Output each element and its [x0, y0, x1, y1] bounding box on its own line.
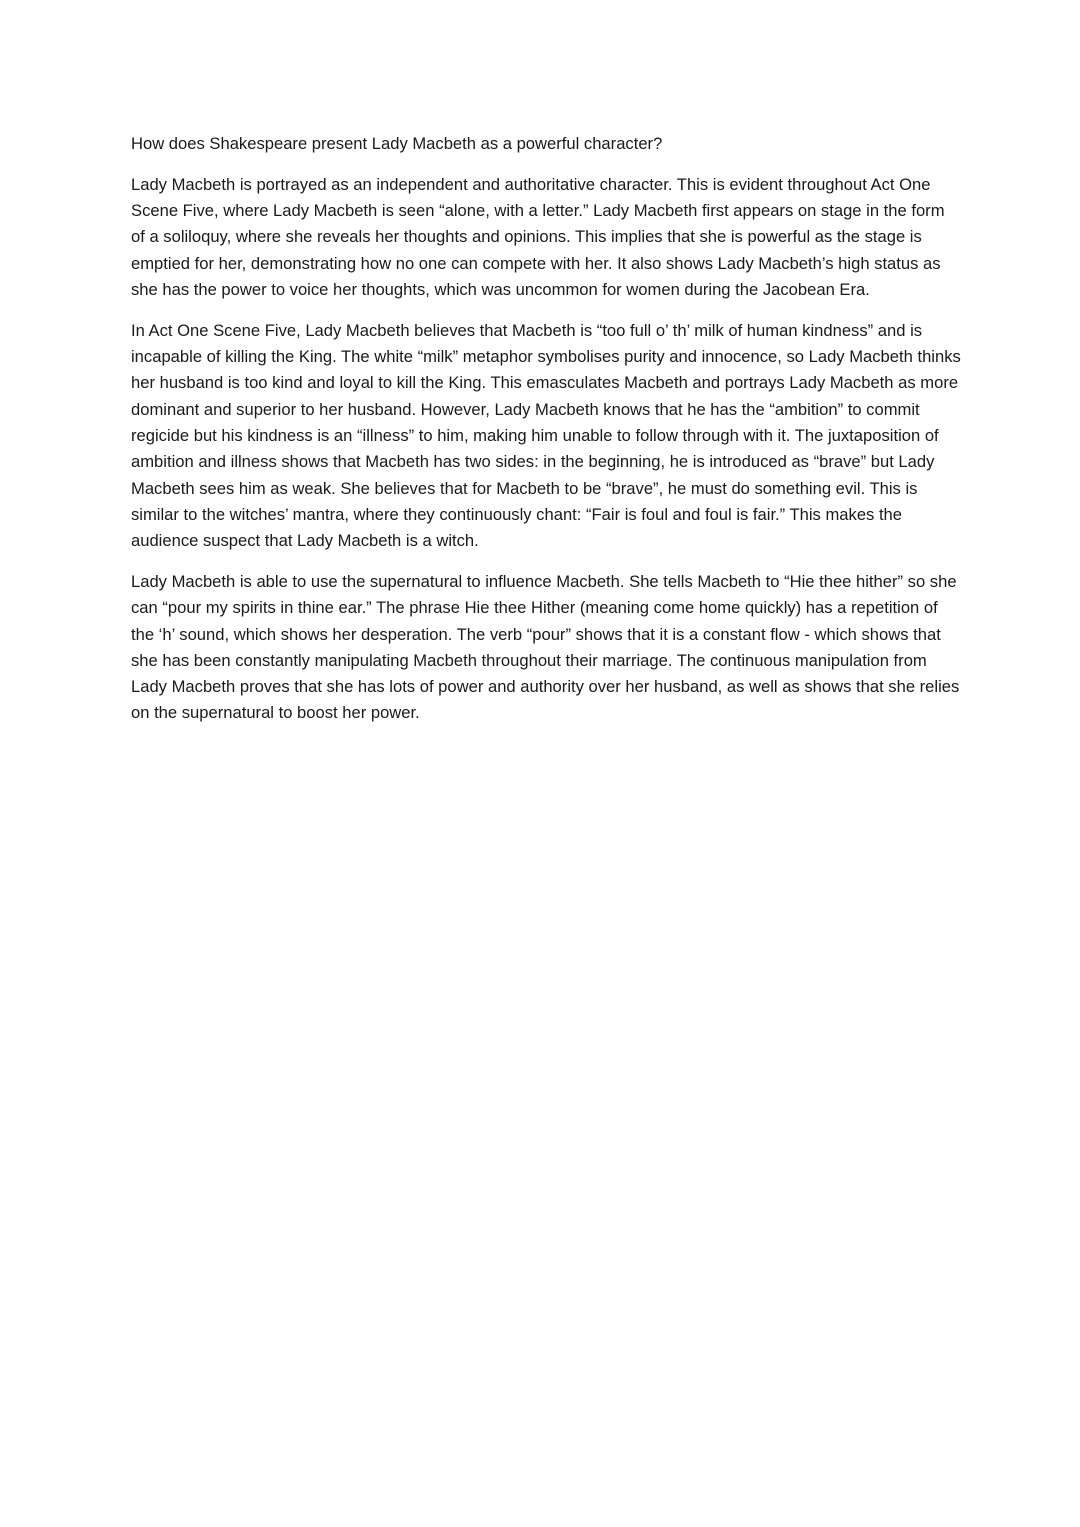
paragraph-3: Lady Macbeth is able to use the supernatural to influence Macbeth. She tells Macbeth to “Hie thee hither” so she can “pour my spirits in thine ear.” The phrase Hie thee Hither (meaning come home quickly) has a repetition of the ‘h’ sound, which shows her desperation. The verb “pour” shows that it is a constant flow - which shows that she has been constantly manipulating Macbeth throughout their marriage. The continuous manipulation from Lady Macbeth proves that she has lots of power and authority over her husband, as well as shows that she relies on the supernatural to boost her power. [131, 571, 960, 723]
essay-question: How does Shakespeare present Lady Macbeth as a powerful character? [131, 134, 663, 153]
document-body [131, 131, 961, 741]
paragraph-1: Lady Macbeth is portrayed as an independent and authoritative character. This is evident throughout Act One Scene Five, where Lady Macbeth is seen “alone, with a letter.” Lady Macbeth first appears on stage in the form of a soliloquy, where she reveals her thoughts and opinions. This implies that she is powerful as the stage is emptied for her, demonstrating how no one can compete with her. It also shows Lady Macbeth’s high status as she has the power to voice her thoughts, which was uncommon for women during the Jacobean Era. [131, 174, 945, 299]
paragraph-2: In Act One Scene Five, Lady Macbeth believes that Macbeth is “too full o’ th’ milk of human kindness” and is incapable of killing the King. The white “milk” metaphor symbolises purity and innocence, so Lady Macbeth thinks her husband is too kind and loyal to kill the King. This emasculates Macbeth and portrays Lady Macbeth as more dominant and superior to her husband. However, Lady Macbeth knows that he has the “ambition” to commit regicide but his kindness is an “illness” to him, making him unable to follow through with it. The juxtaposition of ambition and illness shows that Macbeth has two sides: in the beginning, he is introduced as “brave” but Lady Macbeth sees him as weak. She believes that for Macbeth to be “brave”, he must do something evil. This is similar to the witches’ mantra, where they continuously chant: “Fair is foul and foul is fair.” This makes the audience suspect that Lady Macbeth is a witch. [131, 320, 961, 551]
